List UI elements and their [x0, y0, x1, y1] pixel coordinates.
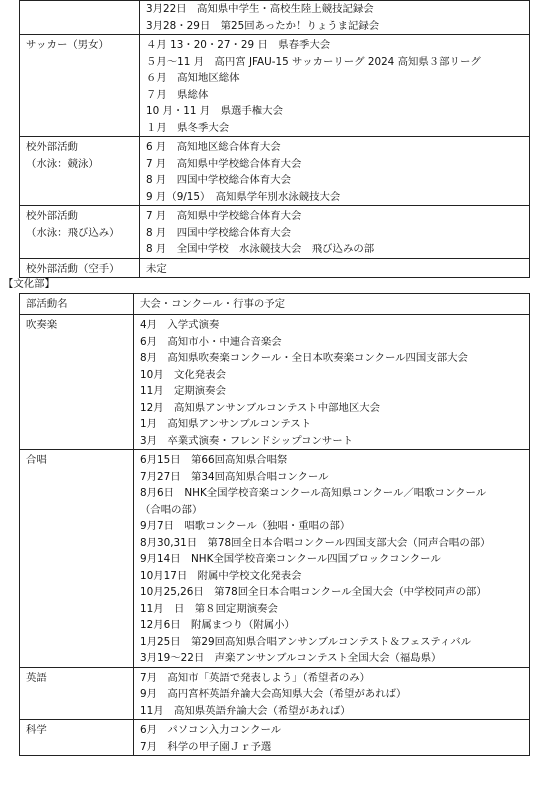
table-row	[20, 667, 530, 720]
table-row	[20, 35, 530, 137]
event-line: ７月 県総体	[146, 88, 209, 101]
event-line: 8 月 四国中学校総合体育大会	[146, 174, 291, 186]
event-line: 7月27日 第34回高知県合唱コンクール	[140, 470, 329, 483]
events-cell	[140, 35, 530, 137]
table-row	[20, 206, 530, 259]
event-line: 11月 日 第８回定期演奏会	[140, 602, 278, 615]
event-line: 4月 入学式演奏	[140, 319, 220, 331]
event-line: 10月25,26日 第78回全日本合唱コンクール全国大会（中学校同声の部）	[140, 586, 487, 598]
event-line: 7月 科学の甲子園Ｊｒ予選	[140, 740, 272, 753]
table-row	[20, 720, 530, 756]
club-name: 校外部活動（空手）	[26, 262, 120, 275]
club-name-cell	[20, 315, 134, 450]
event-line: 9月7日 唱歌コンクール（独唱・重唱の部）	[140, 520, 351, 532]
club-name-cell	[20, 35, 140, 137]
event-line: 6月 パソコン入力コンクール	[140, 724, 282, 736]
club-name-cell	[20, 206, 140, 259]
events-cell	[140, 258, 530, 278]
event-line: 8 月 全国中学校 水泳競技大会 飛び込みの部	[146, 243, 375, 255]
event-line: （合唱の部）	[140, 503, 203, 516]
table-row	[20, 450, 530, 668]
club-name-cell	[20, 720, 134, 756]
table-row	[20, 315, 530, 450]
events-cell	[140, 1, 530, 35]
club-name-cell	[20, 667, 134, 720]
event-line: １月 県冬季大会	[146, 121, 230, 134]
event-line: 8月6日 NHK全国学校音楽コンクール高知県コンクール／唱歌コンクール	[140, 487, 487, 499]
club-name: サッカー（男女）	[26, 39, 109, 51]
event-line: 8月 高知県吹奏楽コンクール・全日本吹奏楽コンクール四国支部大会	[140, 352, 468, 364]
section-heading-culture: 【文化部】	[3, 278, 55, 290]
event-line: 10 月・11 月 県選手権大会	[146, 105, 283, 117]
event-line: 3月 卒業式演奏・フレンドシップコンサート	[140, 434, 354, 447]
club-name-cell	[20, 258, 140, 278]
event-line: 6月 高知市小・中連合音楽会	[140, 335, 282, 348]
event-line: 8 月 四国中学校総合体育大会	[146, 226, 291, 239]
column-header-club: 部活動名	[20, 294, 134, 315]
event-line: 9 月（9/15） 高知県学年別水泳競技大会	[146, 190, 341, 203]
event-line: 3月19～22日 声楽アンサンブルコンテスト全国大会（福島県）	[140, 652, 442, 664]
event-line: 7 月 高知県中学校総合体育大会	[146, 157, 302, 170]
club-name-cell	[20, 450, 134, 668]
event-line: 6 月 高知地区総合体育大会	[146, 141, 281, 153]
table-row	[20, 258, 530, 278]
club-subname: （水泳：飛び込み）	[26, 226, 120, 239]
event-line: 11月 定期演奏会	[140, 385, 226, 397]
event-line: ６月 高知地区総体	[146, 72, 240, 84]
table-row	[20, 137, 530, 206]
events-cell	[140, 137, 530, 206]
table-header-row	[20, 294, 530, 315]
club-name-cell	[20, 1, 140, 35]
event-line: 11月 高知県英語弁論大会（希望があれば）	[140, 704, 351, 717]
event-line: 10月 文化発表会	[140, 368, 226, 381]
event-line: 6月15日 第66回高知県合唱祭	[140, 454, 288, 466]
event-line: 12月 高知県アンサンブルコンテスト中部地区大会	[140, 401, 381, 414]
club-subname: （水泳：競泳）	[26, 157, 99, 170]
club-name: 吹奏楽	[26, 319, 58, 331]
event-line: 7月 高知市「英語で発表しよう」（希望者のみ）	[140, 671, 371, 684]
club-name: 合唱	[26, 454, 47, 466]
events-cell	[134, 315, 530, 450]
club-name: 科学	[26, 724, 47, 736]
events-cell	[140, 206, 530, 259]
table-row	[20, 1, 530, 35]
event-line: 7 月 高知県中学校総合体育大会	[146, 210, 302, 222]
event-line: 10月17日 附属中学校文化発表会	[140, 569, 302, 582]
event-line: 1月 高知県アンサンブルコンテスト	[140, 418, 312, 430]
event-line: 12月6日 附属まつり（附属小）	[140, 619, 295, 631]
event-line: 3月28・29日 第25回あったか！りょうま記録会	[146, 19, 380, 32]
sports-club-table	[19, 0, 530, 278]
event-line: 9月14日 NHK全国学校音楽コンクール四国ブロックコンクール	[140, 553, 441, 565]
club-name: 校外部活動	[26, 210, 78, 222]
event-line: ５月～11 月 高円宮 JFAU-15 サッカーリーグ 2024 高知県３部リーグ	[146, 55, 481, 68]
event-line: 9月 高円宮杯英語弁論大会高知県大会（希望があれば）	[140, 688, 407, 700]
events-cell	[134, 720, 530, 756]
event-line: ４月 13・20・27・29 日 県春季大会	[146, 39, 331, 51]
event-line: 1月25日 第29回高知県合唱アンサンブルコンテスト＆フェスティバル	[140, 635, 472, 648]
events-cell	[134, 667, 530, 720]
club-name: 英語	[26, 671, 47, 684]
events-cell	[134, 450, 530, 668]
culture-club-table	[19, 293, 530, 756]
column-header-events: 大会・コンクール・行事の予定	[134, 294, 530, 315]
event-line: 3月22日 高知県中学生・高校生陸上競技記録会	[146, 3, 374, 15]
club-name: 校外部活動	[26, 141, 78, 153]
club-name-cell	[20, 137, 140, 206]
event-line: 未定	[146, 262, 167, 275]
event-line: 8月30,31日 第78回全日本合唱コンクール四国支部大会（同声合唱の部）	[140, 536, 491, 549]
